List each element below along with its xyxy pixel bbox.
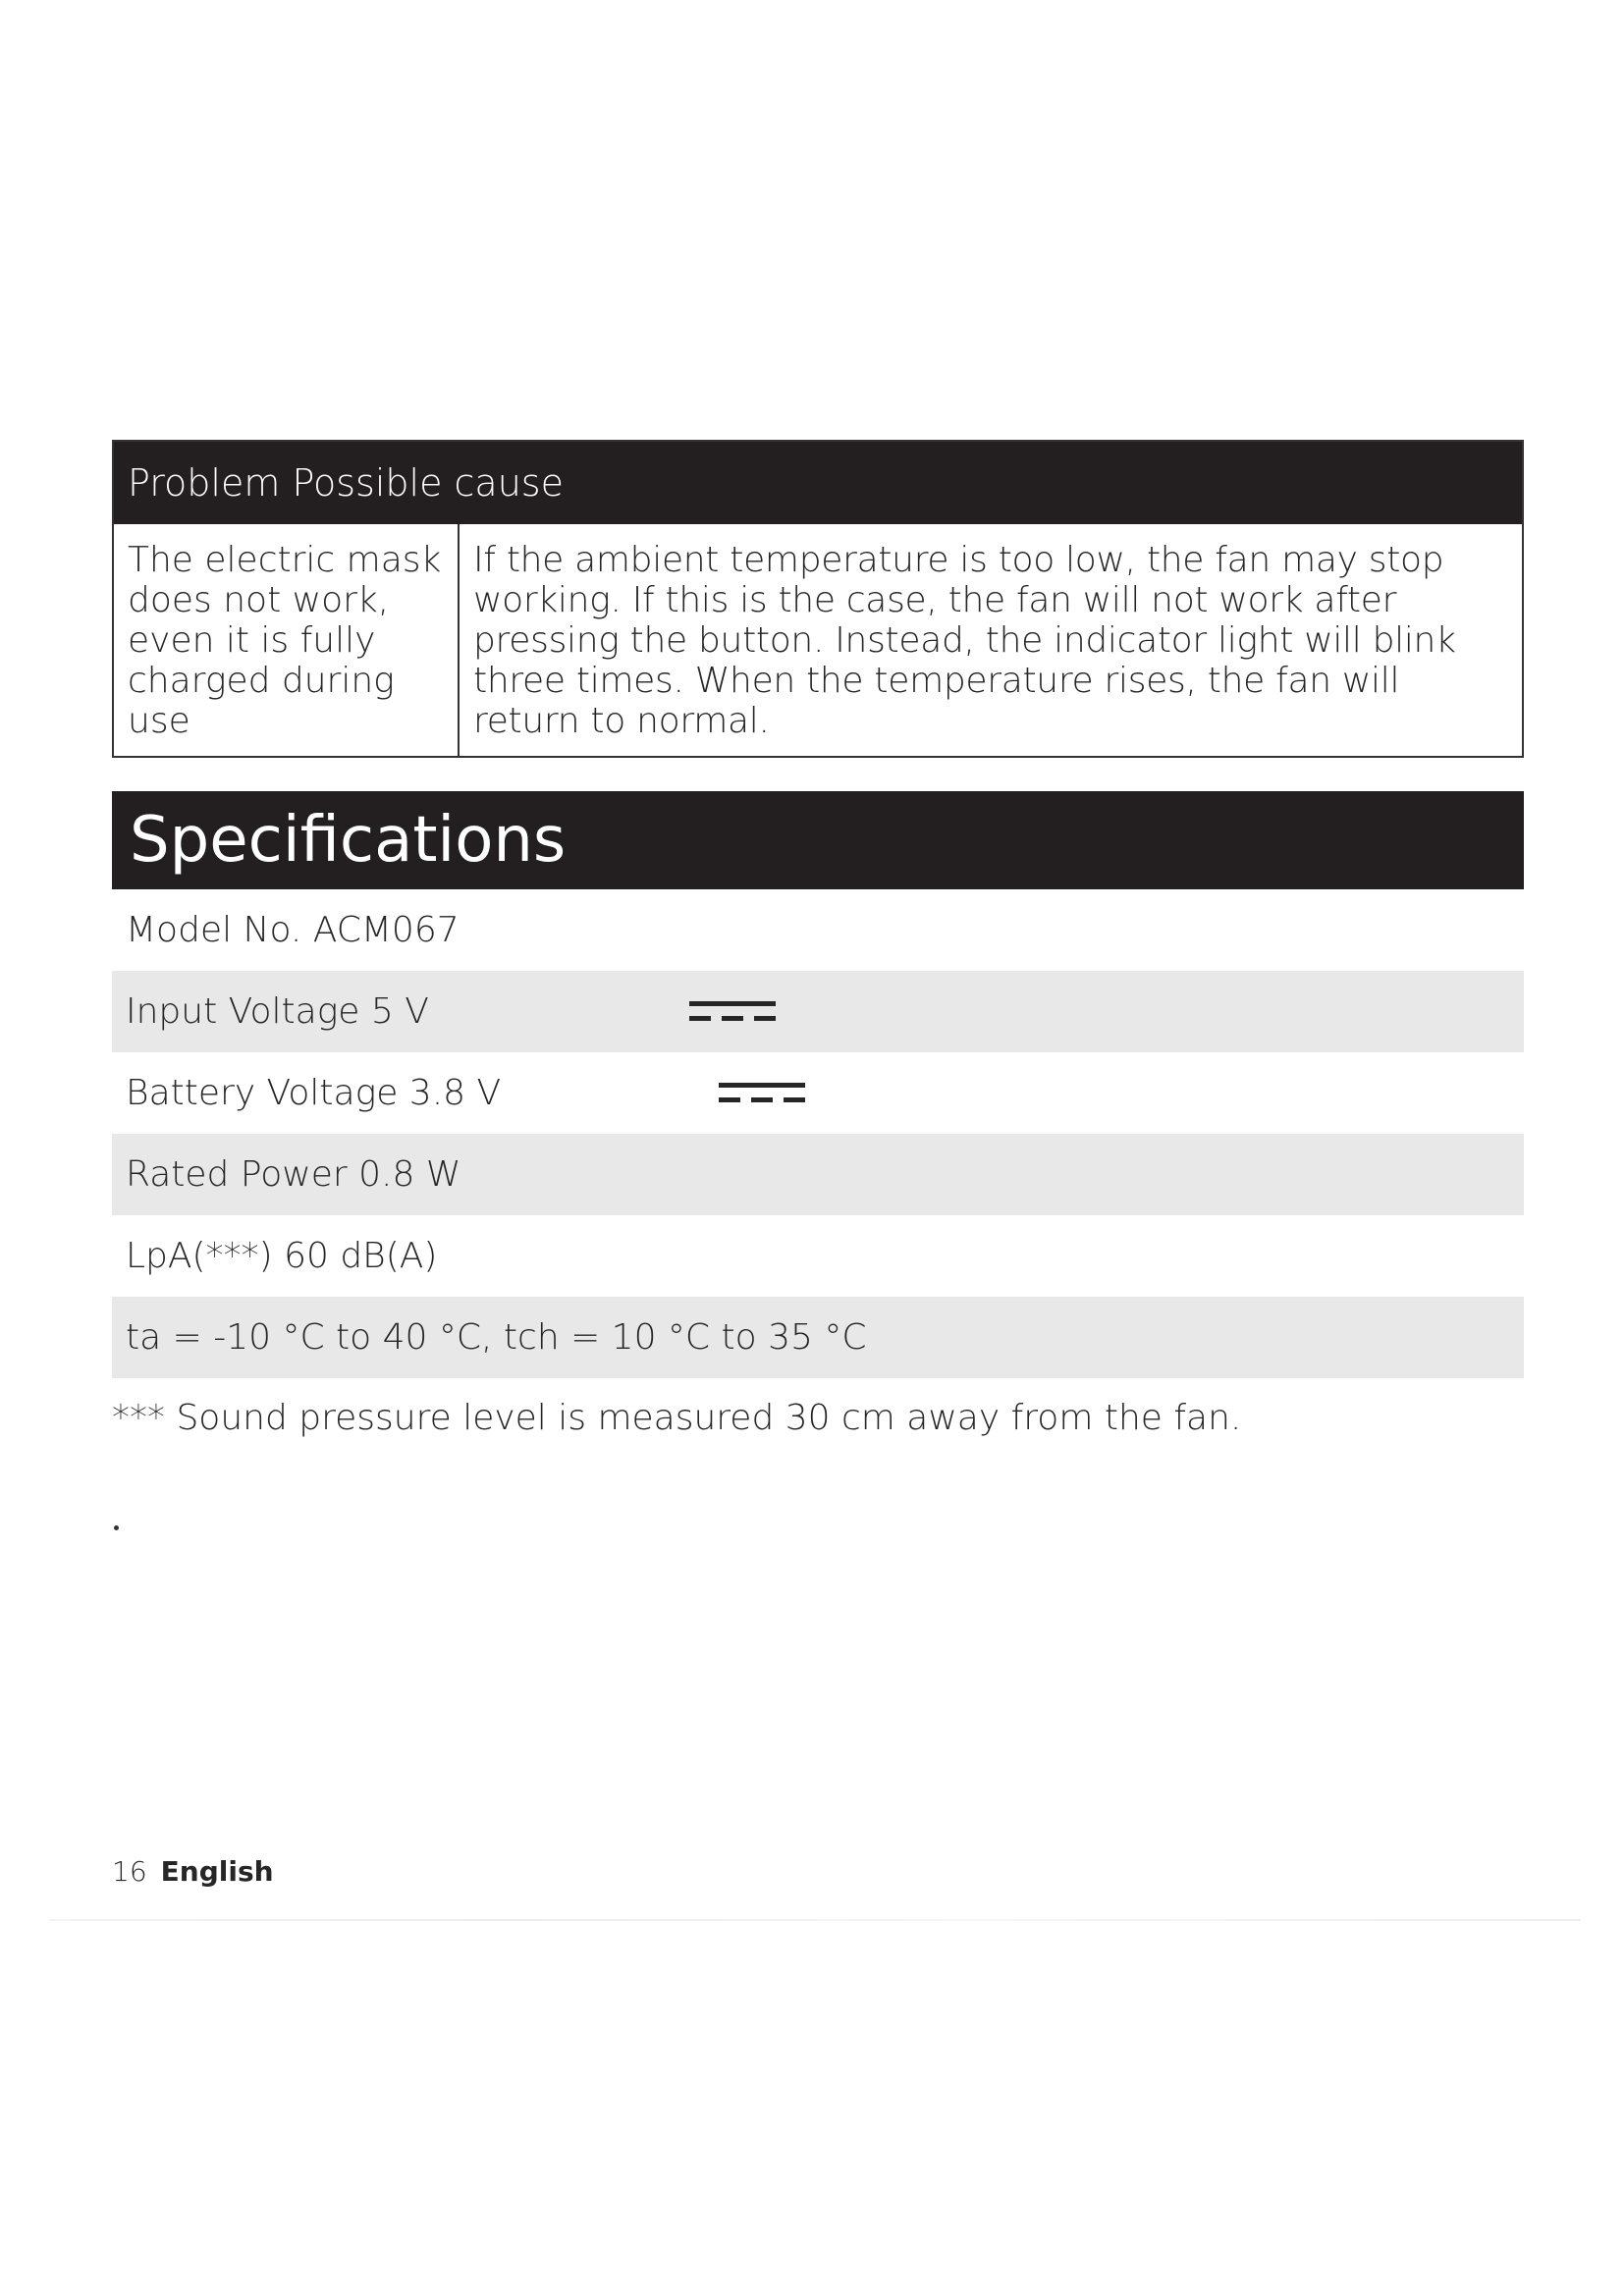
dc-symbol-icon xyxy=(719,1081,805,1106)
scan-artifact-line xyxy=(49,1919,1581,1921)
spec-model-row xyxy=(112,889,1524,971)
troubleshooting-table xyxy=(112,440,1524,758)
dc-symbol-icon xyxy=(689,999,776,1025)
spec-battery-voltage-row xyxy=(112,1052,1524,1134)
spec-rated-power-text: Rated Power 0.8 W xyxy=(126,1154,461,1195)
spec-temperature-text: ta = -10 °C to 40 °C, tch = 10 °C to 35 °C xyxy=(126,1317,867,1358)
specifications-heading: Specifications xyxy=(112,791,1524,889)
footnote: *** Sound pressure level is measured 30 cm away from the fan. xyxy=(112,1398,1242,1438)
spec-model-text: Model No. ACM067 xyxy=(126,910,460,950)
spec-input-voltage-text: Input Voltage 5 V xyxy=(126,991,429,1032)
spec-sound-level-text: LpA(***) 60 dB(A) xyxy=(126,1236,438,1276)
spec-sound-level-row xyxy=(112,1215,1524,1297)
spec-input-voltage-row xyxy=(112,971,1524,1052)
dot-mark xyxy=(114,1525,119,1530)
spec-temperature-row xyxy=(112,1297,1524,1378)
spec-battery-voltage-text: Battery Voltage 3.8 V xyxy=(126,1073,502,1113)
troubleshooting-header: Problem Possible cause xyxy=(114,442,1522,524)
page-footer xyxy=(112,1855,274,1888)
problem-cell: The electric mask does not work, even it is fully charged during use xyxy=(114,524,460,756)
spec-rated-power-row xyxy=(112,1134,1524,1215)
page-number: 16 xyxy=(112,1855,147,1888)
page-language: English xyxy=(160,1855,274,1888)
cause-cell: If the ambient temperature is too low, the fan may stop working. If this is the case, the fan will not work after pressing the button. Instead, the indicator light will blink three times. When the temperature rises, the fan will return to normal. xyxy=(473,540,1456,741)
table-row xyxy=(114,524,1522,756)
specifications-list xyxy=(112,889,1524,1378)
